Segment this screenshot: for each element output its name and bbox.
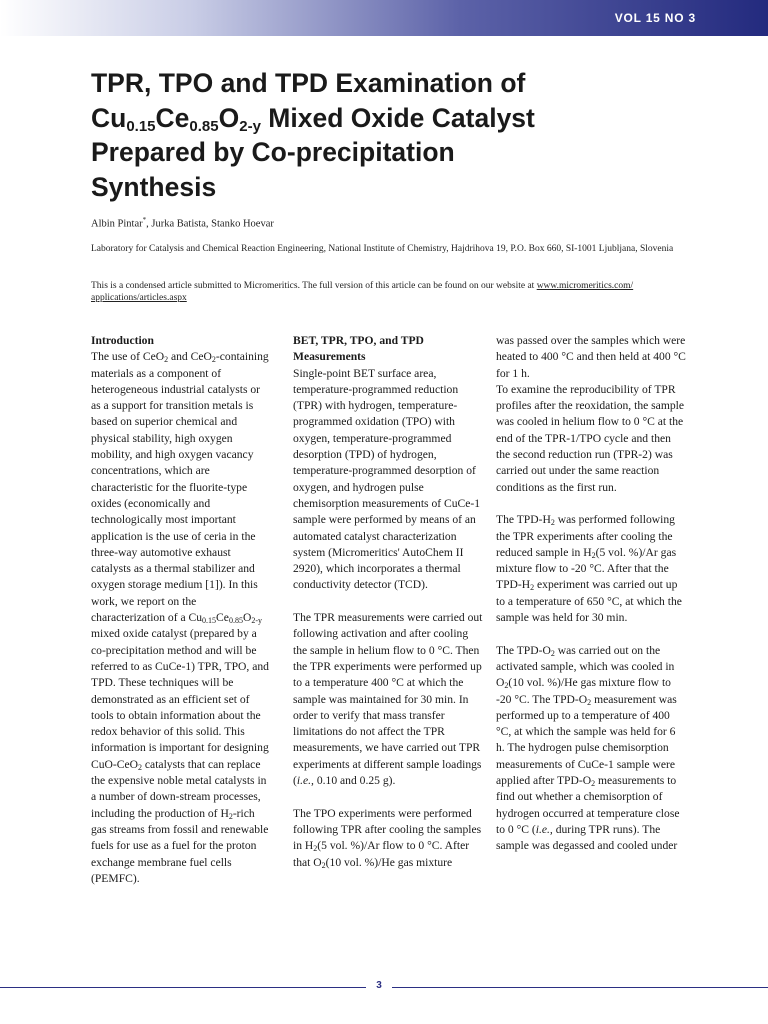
footer-rule-left — [0, 987, 366, 988]
tpd-h2-paragraph: The TPD-$H_2$ was performed following the TPR experiments after cooling the reduced sample in $H_2(5$ vol. %)/Ar gas mixture flow to -20 °C. After that the TPD-$H_2$ experiment was carried out up to a temperature of 650 °C, at which the sample was held for 30 min. — [496, 513, 682, 625]
volume-label: VOL 15 NO 3 — [614, 11, 696, 25]
column-continued — [496, 333, 686, 855]
section-heading-measurements: BET, TPR, TPO, and TPD Measurements — [293, 334, 424, 364]
website-link[interactable]: www.micromeritics.com/ applications/articles.aspx — [91, 281, 634, 303]
author-list: Albin Pintar*, Jurka Batista, Stanko Hoevar — [91, 216, 274, 230]
tpd-o2-paragraph: The TPD-$O_2$ was carried out on the activated sample, which was cooled in $O_2(10$ vol. %)/He gas mixture flow to -20 °C. The TPD-$O_2$ measurement was performed up to a temperature of 400 °C, at which the sample was held for 6 h. The hydrogen pulse chemisorption measurements of CuCe-1 sample were applied after TPD-$O_2$ measurements to find out whether a chemisorption of hydrogen occurred at temperature close to 0 °C (i.e., during TPR runs). The sample was degassed and cooled under — [496, 643, 680, 853]
measurements-paragraph: Single-point BET surface area, temperature-programmed reduction (TPR) with hydrogen, temperature-programmed oxidation (TPO) with oxygen, temperature-programmed desorption (TPD) of hydrogen, temperature-programmed desorption of oxygen, and hydrogen pulse chemisorption measurements of CuCe-1 sample were performed by means of an automated catalyst characterization system (Micromeritics' AutoChem II 2920), which incorporates a thermal conductivity detector (TCD). — [293, 366, 481, 592]
tpr-paragraph: The TPR measurements were carried out following activation and after cooling the sample in helium flow to 0 °C. Then the TPR experiments were performed up to a temperature 400 °C at which the sample was maintained for 30 min. In order to verify that mass transfer limitations do not affect the TPR measurements, we have carried out TPR experiments at different sample loadings (i.e., 0.10 and 0.25 g). — [293, 611, 483, 788]
tpo-continued-paragraph: was passed over the samples which were heated to 400 °C and then held at 400 °C for 1 h. — [496, 334, 686, 380]
column-introduction — [91, 333, 271, 887]
page-number: 3 — [376, 980, 382, 991]
reproducibility-paragraph: To examine the reproducibility of TPR profiles after the reoxidation, the sample was cooled in helium flow to 0 °C at the end of the TPR-1/TPO cycle and then the second reduction run (TPR-2) was carried out under the same reaction conditions as the first run. — [496, 382, 685, 494]
affiliation: Laboratory for Catalysis and Chemical Reaction Engineering, National Institute of Chemistry, Hajdrihova 19, P.O. Box 660, SI-1001 Ljubljana, Slovenia — [91, 244, 674, 254]
introduction-paragraph: The use of CeO$_2$ and CeO$_2$-containing materials as a component of heterogeneous industrial catalysts or as a support for transition metals is based on superior chemical and physical stability, high oxygen mobility, and high oxygen vacancy concentrations, which are characteristic for the fluorite-type oxides (economically and technologically most important application is the use of ceria in the three-way automotive exhaust catalysts as a thermal stabilizer and oxygen storage medium [1]). In this work, we report on the characterization of a $Cu_{0.15}Ce_{0.85}O_{2-y}$ mixed oxide catalyst (prepared by a co-precipitation method and will be referred to as CuCe-1) TPR, TPO, and TPD. These techniques will be demonstrated as an efficient set of tools to obtain information about the redox behavior of this solid. This information is important for designing CuO-CeO$_2$ catalysts that can replace the expensive noble metal catalysts in a number of down-stream processes, including the production of $H_2$-rich gas streams from fossil and renewable fuels for use as a fuel for the proton exchange membrane fuel cells (PEMFC). — [91, 350, 269, 885]
section-heading-introduction: Introduction — [91, 334, 154, 347]
column-measurements — [293, 333, 483, 871]
footer-rule-right — [392, 987, 768, 988]
article-title: TPR, TPO and TPD Examination of $Cu_{0.15}Ce_{0.85}O_{2-y}$ Mixed Oxide Catalyst Prepared by Co-precipitation Synthesis — [91, 68, 535, 202]
condensed-note: This is a condensed article submitted to Micromeritics. The full version of this article can be found on our website at www.micromeritics.com/ applications/articles.aspx — [91, 281, 634, 303]
tpo-paragraph: The TPO experiments were performed following TPR after cooling the samples in $H_2(5$ vol. %)/Ar flow to 0 °C. After that $O_2(10$ vol. %)/He gas mixture — [293, 806, 482, 870]
